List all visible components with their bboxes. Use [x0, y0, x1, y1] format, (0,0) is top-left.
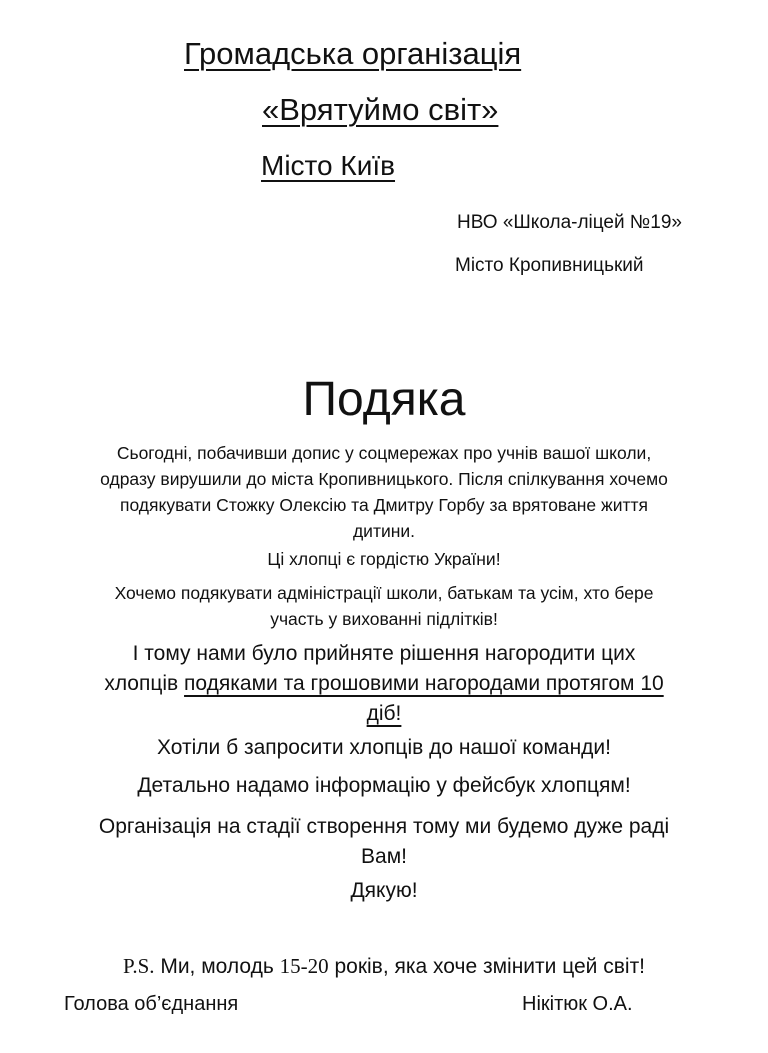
organization-name-line1: Громадська організація	[184, 36, 522, 71]
signature-role: Голова об’єднання	[64, 993, 239, 1015]
postscript-label: P.S.	[122, 954, 155, 978]
paragraph-thanks	[0, 440, 768, 544]
paragraph-line: Організація на стадії створення тому ми будемо дуже раді	[98, 815, 670, 838]
paragraph-text: хлопців	[104, 672, 185, 695]
paragraph-closing-thanks: Дякую!	[350, 879, 418, 902]
paragraph-decision	[0, 639, 768, 729]
paragraph-line	[0, 699, 768, 729]
paragraph-pride: Ці хлопці є гордістю України!	[267, 549, 501, 569]
paragraph-line: дитини.	[352, 521, 416, 541]
paragraph-line: І тому нами було прийняте рішення нагородити цих	[132, 642, 636, 665]
award-underlined-text: подяками та грошовими нагородами протягом 10	[184, 672, 664, 695]
postscript	[0, 954, 768, 979]
organization-name-line2: «Врятуймо світ»	[262, 92, 499, 127]
paragraph-line: Вам!	[361, 845, 407, 868]
recipient-city: Місто Кропивницький	[455, 255, 644, 276]
paragraph-organization	[0, 812, 768, 872]
paragraph-line: Сьогодні, побачивши допис у соцмережах про учнів вашої школи,	[116, 443, 652, 463]
postscript-text: років, яка хоче змінити цей світ!	[328, 955, 646, 978]
paragraph-line: участь у вихованні підлітків!	[270, 609, 498, 629]
paragraph-line: Хочемо подякувати адміністрації школи, батькам та усім, хто бере	[114, 583, 654, 603]
organization-city: Місто Київ	[261, 150, 396, 181]
paragraph-facebook: Детально надамо інформацію у фейсбук хлопцям!	[137, 774, 631, 797]
award-underlined-text: діб!	[366, 702, 402, 725]
postscript-ages: 15-20	[279, 954, 329, 978]
paragraph-line: одразу вирушили до міста Кропивницького. Після спілкування хочемо	[100, 469, 668, 489]
recipient-school: НВО «Школа-ліцей №19»	[457, 212, 682, 233]
postscript-text: Ми, молодь	[154, 955, 280, 978]
paragraph-administration	[0, 580, 768, 632]
signature-name: Нікітюк О.А.	[522, 993, 633, 1015]
paragraph-line	[0, 669, 768, 699]
paragraph-invite: Хотіли б запросити хлопців до нашої команди!	[156, 736, 611, 759]
paragraph-line: подякувати Стожку Олексію та Дмитру Горбу за врятоване життя	[119, 495, 649, 515]
document-title: Подяка	[302, 373, 466, 426]
